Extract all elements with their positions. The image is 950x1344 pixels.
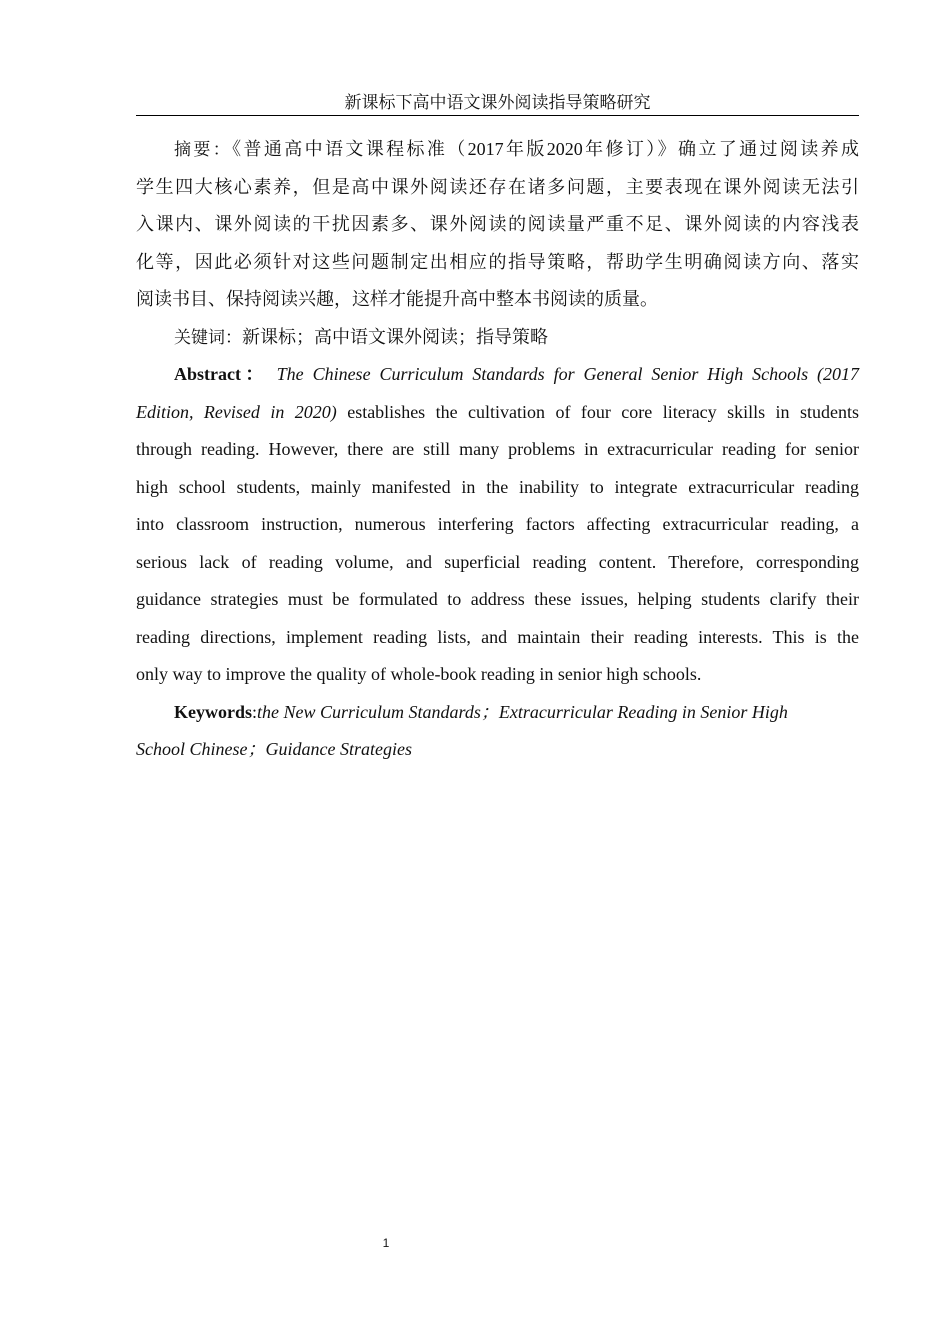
en-abstract-line: through reading. However, there are still many problems in extracurricular reading for senior	[136, 439, 859, 459]
en-keywords-text: the New Curriculum Standards；Extracurricular Reading in Senior High	[257, 701, 788, 722]
cn-keywords-text: 新课标；高中语文课外阅读；指导策略	[242, 326, 548, 347]
en-keywords-line: School Chinese；Guidance Strategies	[136, 739, 412, 759]
page-number: 1	[382, 1236, 390, 1250]
en-abstract-line: into classroom instruction, numerous interfering factors affecting extracurricular reading, a	[136, 514, 859, 534]
cn-abstract-line	[136, 131, 859, 169]
en-keywords-label: Keywords	[174, 701, 252, 722]
running-header: 新课标下高中语文课外阅读指导策略研究	[136, 92, 859, 116]
cn-abstract-line: 入课内、课外阅读的干扰因素多、课外阅读的阅读量严重不足、课外阅读的内容浅表	[136, 214, 859, 234]
separator: :	[252, 701, 258, 722]
en-abstract-line: serious lack of reading volume, and superficial reading content. Therefore, corresponding	[136, 551, 859, 572]
en-abstract-line	[136, 394, 859, 432]
en-abstract-line	[136, 356, 859, 394]
document-body	[136, 131, 859, 769]
en-keywords	[136, 694, 859, 732]
en-abstract-label: Abstract：	[174, 364, 268, 384]
en-title: The Chinese Curriculum Standards for General Senior High Schools (2017	[276, 364, 860, 384]
text: 《普通高中语文课程标准（2017年版2020年修订）》确立了通过阅读养成	[232, 139, 859, 159]
cn-abstract-line: 学生四大核心素养，但是高中课外阅读还存在诸多问题，主要表现在课外阅读无法引	[136, 176, 859, 197]
en-abstract-line: only way to improve the quality of whole-book reading in senior high schools.	[136, 664, 702, 684]
en-abstract-line: high school students, mainly manifested in the inability to integrate extracurricular reading	[136, 476, 859, 497]
cn-abstract-line: 化等，因此必须针对这些问题制定出相应的指导策略，帮助学生明确阅读方向、落实	[136, 251, 859, 272]
cn-keywords-label: 关键词：	[174, 327, 242, 348]
en-abstract-line: reading directions, implement reading lists, and maintain their reading interests. This is the	[136, 626, 859, 647]
cn-keywords	[136, 319, 859, 357]
cn-abstract-line: 阅读书目、保持阅读兴趣，这样才能提升高中整本书阅读的质量。	[136, 289, 658, 309]
en-title: Edition, Revised in 2020)	[136, 401, 337, 422]
text: establishes the cultivation of four core literacy skills in students	[336, 401, 859, 422]
cn-abstract-label: 摘要：	[174, 140, 233, 160]
en-abstract-line: guidance strategies must be formulated to address these issues, helping students clarify their	[136, 589, 859, 609]
